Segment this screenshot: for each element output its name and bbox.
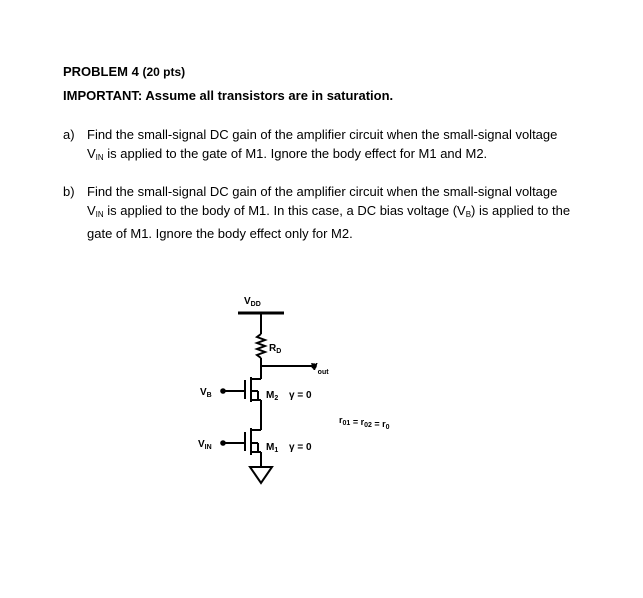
vb-label: $V_B$ bbox=[200, 387, 212, 399]
vin-label: $V_{IN}$ bbox=[198, 439, 212, 451]
vb-terminal bbox=[220, 388, 226, 394]
problem-title: PROBLEM 4 bbox=[63, 64, 139, 79]
part-b-line: gate of M1. Ignore the body effect only for M2. bbox=[87, 226, 353, 241]
m1-gamma-label: γ = 0 bbox=[289, 442, 312, 453]
part-a-line: $V_{IN}$ is applied to the gate of M1. Ignore the body effect for M1 and M2. bbox=[87, 146, 488, 162]
m2-label: $M_2$ bbox=[266, 390, 279, 402]
part-b-label: b) bbox=[63, 184, 75, 199]
ground-icon bbox=[250, 467, 272, 483]
vdd-label: $V_{DD}$ bbox=[244, 296, 261, 308]
part-b-line: Find the small-signal DC gain of the amplifier circuit when the small-signal voltage bbox=[87, 184, 558, 199]
important-label: IMPORTANT: bbox=[63, 88, 143, 103]
part-b-line: $V_{IN}$ is applied to the body of M1. In this case, a DC bias voltage $(V_B)$ is applied to the bbox=[87, 203, 571, 219]
important-text: Assume all transistors are in saturation. bbox=[145, 88, 394, 103]
m1-label: $M_1$ bbox=[266, 442, 279, 454]
ro-relation-label: $r_{01} = r_{02} = r_0$ bbox=[339, 415, 390, 431]
part-a-label: a) bbox=[63, 127, 75, 142]
rd-label: $R_D$ bbox=[269, 343, 282, 355]
problem-points: (20 pts) bbox=[142, 65, 186, 79]
vin-terminal bbox=[220, 440, 226, 446]
m2-gamma-label: γ = 0 bbox=[289, 390, 312, 401]
vout-label: $V_{out}$ bbox=[311, 362, 329, 376]
part-a-line: Find the small-signal DC gain of the amplifier circuit when the small-signal voltage bbox=[87, 127, 558, 142]
resistor-rd bbox=[257, 334, 265, 358]
